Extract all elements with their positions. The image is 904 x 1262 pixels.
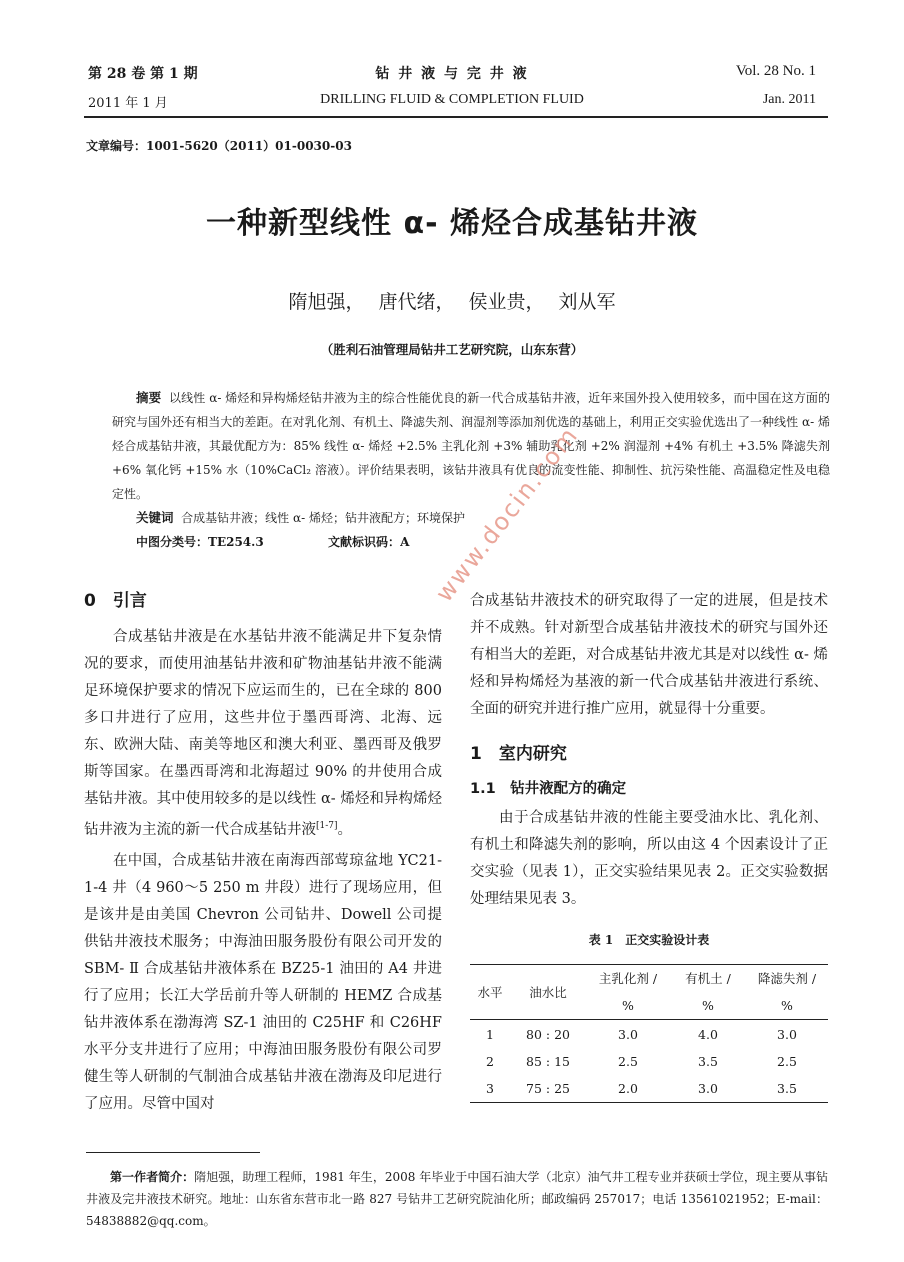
- doc-code: A: [400, 535, 410, 549]
- footnote: [86, 1166, 828, 1232]
- header-rule: [84, 116, 828, 118]
- section-0-heading: 0 引言: [84, 591, 147, 611]
- table-unit: %: [781, 998, 793, 1013]
- subsection-1-1-heading: 1.1 钻井液配方的确定: [470, 781, 627, 797]
- doc-code-label: 文献标识码：: [328, 535, 401, 549]
- article-title: 一种新型线性 α- 烯烃合成基钻井液: [206, 206, 698, 241]
- intro-paragraph-1: 合成基钻井液是在水基钻井液不能满足井下复杂情况的要求，而使用油基钻井液和矿物油基钻井液不能满足环境保护要求的情况下应运而生的，已在全球的 800 多口井进行了应用，这些井位于墨西哥湾、北海、远东、欧洲大陆、南美等地区和澳大利亚、墨西哥及俄罗斯等国家。在墨西哥湾和北海超过 90% 的井使用合成基钻井液。其中使用较多的是以线性 α- 烯烃和异构烯烃钻井液为主流的新一代合成基钻井液[1-7]。: [84, 629, 442, 838]
- authors: 隋旭强， 唐代绪， 侯业贵， 刘从军: [288, 291, 616, 313]
- article-number: 文章编号：1001-5620（2011）01-0030-03: [86, 139, 352, 153]
- header-journal-en: DRILLING FLUID & COMPLETION FLUID: [320, 92, 584, 107]
- table-unit: %: [702, 998, 714, 1013]
- footnote-label: 第一作者简介：: [110, 1170, 195, 1184]
- table-1-caption: 表 1 正交实验设计表: [588, 933, 710, 947]
- header-volume-en: Vol. 28 No. 1: [735, 63, 816, 79]
- table-header: 水平: [477, 984, 503, 1000]
- keywords-line: [112, 506, 830, 530]
- right-column: [470, 588, 828, 1103]
- table-row: 1 80 : 20 3.0 4.0 3.0: [486, 1026, 797, 1042]
- table-header: 有机土 /: [685, 971, 731, 986]
- table-1: [470, 964, 828, 1103]
- table-header: 主乳化剂 /: [598, 971, 658, 986]
- abstract-label: 摘要: [136, 390, 162, 405]
- clc-code: TE254.3: [208, 535, 264, 549]
- affiliation: （胜利石油管理局钻井工艺研究院，山东东营）: [320, 342, 584, 357]
- table-unit: %: [622, 998, 634, 1013]
- keywords: 合成基钻井液；线性 α- 烯烃；钻井液配方；环境保护: [181, 511, 465, 525]
- clc-label: 中图分类号：: [136, 535, 209, 549]
- keywords-label: 关键词: [136, 510, 174, 525]
- table-header: 油水比: [529, 984, 567, 1000]
- header-date-en: Jan. 2011: [762, 92, 816, 107]
- section-1-heading: 1 室内研究: [470, 744, 567, 764]
- header-journal-cn: 钻 井 液 与 完 井 液: [375, 66, 529, 82]
- footnote-rule: [86, 1152, 260, 1153]
- header-volume-cn: 第 28 卷 第 1 期: [88, 66, 198, 82]
- abstract-text: 以线性 α- 烯烃和异构烯烃钻井液为主的综合性能优良的新一代合成基钻井液，近年来国外投入使用较多，而中国在这方面的研究与国外还有相当大的差距。在对乳化剂、有机土、降滤失剂、润湿剂等添加剂优选的基础上，利用正交实验优选出了一种线性 α- 烯烃合成基钻井液，其最优配方为：85% 线性 α- 烯烃 +2.5% 主乳化剂 +3% 辅助乳化剂 +2% 润湿剂 +4% 有机土 +3.5% 降滤失剂 +6% 氧化钙 +15% 水（10%CaCl₂ 溶液）。评价结果表明，该钻井液具有优良的流变性能、抑制性、抗污染性能、高温稳定性及电稳定性。: [112, 391, 830, 501]
- left-column: [84, 588, 442, 1118]
- header-date-cn: 2011 年 1 月: [88, 96, 168, 111]
- abstract: [112, 386, 830, 554]
- citation: [1-7]: [316, 821, 338, 831]
- intro-paragraph-2: 在中国，合成基钻井液在南海西部莺琼盆地 YC21-1-4 井（4 960～5 250 m 井段）进行了现场应用，但是该井是由美国 Chevron 公司钻井、Dowell 公司提供钻井液技术服务；中海油田服务股份有限公司开发的 SBM- Ⅱ 合成基钻井液体系在 BZ25-1 油田的 A4 井进行了应用；长江大学岳前升等人研制的 HEMZ 合成基钻井液体系在渤海湾 SZ-1 油田的 C25HF 和 C26HF 水平分支井进行了应用；中海油田服务股份有限公司罗健生等人研制的气制油合成基钻井液在渤海及印尼进行了应用。尽管中国对: [84, 852, 442, 1112]
- section-1-paragraph-1: 由于合成基钻井液的性能主要受油水比、乳化剂、有机土和降滤失剂的影响，所以由这 4 个因素设计了正交实验（见表 1），正交实验结果见表 2。正交实验数据处理结果见表 3。: [470, 810, 828, 907]
- table-row: 2 85 : 15 2.5 3.5 2.5: [486, 1053, 797, 1069]
- footnote-text: 隋旭强，助理工程师，1981 年生，2008 年毕业于中国石油大学（北京）油气井工程专业并获硕士学位，现主要从事钻井液及完井液技术研究。地址：山东省东营市北一路 827 号钻井工艺研究院油化所；邮政编码 257017；电话 13561021952；E-mail：54838882@qq.com。: [86, 1170, 828, 1228]
- intro-paragraph-3: 合成基钻井液技术的研究取得了一定的进展，但是技术并不成熟。针对新型合成基钻井液技术的研究与国外还有相当大的差距，对合成基钻井液尤其是对以线性 α- 烯烃和异构烯烃为基液的新一代合成基钻井液进行系统、全面的研究并进行推广应用，就显得十分重要。: [470, 593, 828, 717]
- table-header: 降滤失剂 /: [757, 971, 817, 986]
- watermark: www.docin.com: [430, 421, 584, 608]
- table-row: 3 75 : 25 2.0 3.0 3.5: [486, 1080, 797, 1096]
